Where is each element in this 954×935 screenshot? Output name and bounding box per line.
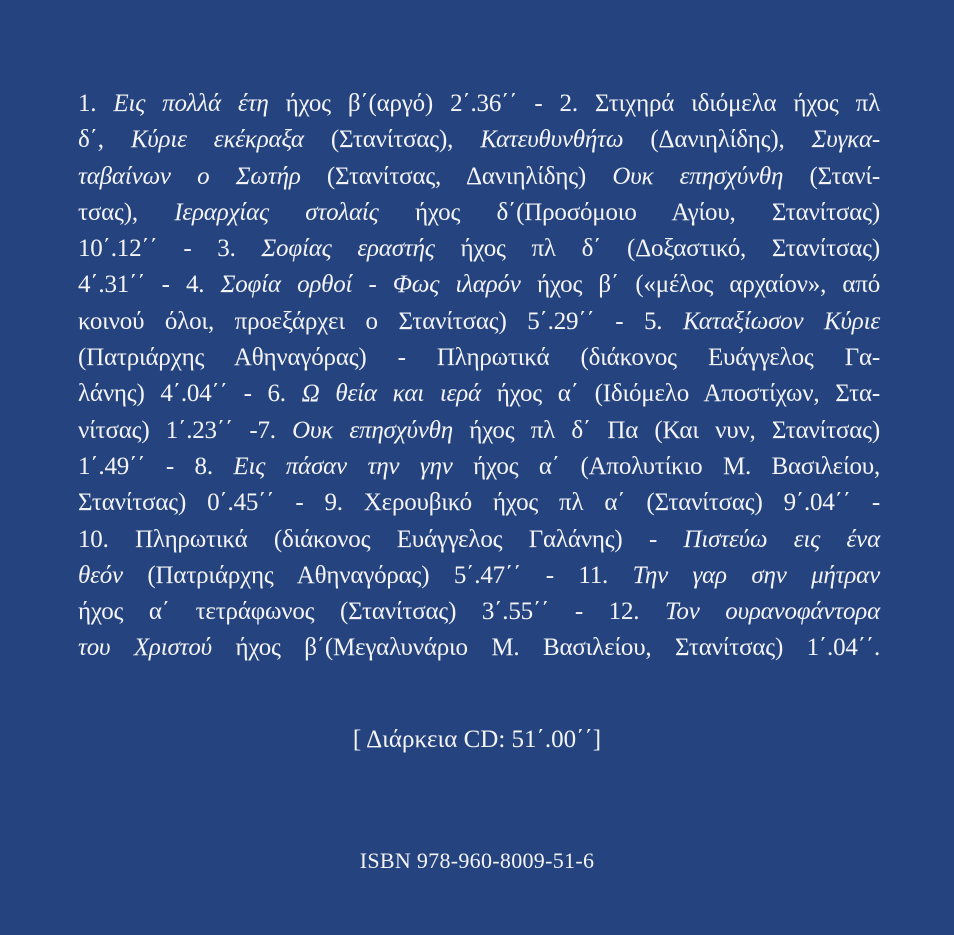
track-title: Εις πολλά έτη (113, 90, 269, 117)
track-info: (Δανιηλίδης), (623, 126, 812, 154)
track-info: ήχος α΄ (Ιδιόμελο Αποστίχων, Στα- (480, 380, 881, 408)
isbn-number: ISBN 978-960-8009-51-6 (359, 848, 595, 873)
track-list-line (78, 304, 880, 340)
track-info: (Πατριάρχης Αθηναγόρας) - Πληρωτικά (διάκονος Ευάγγελος Γα- (78, 344, 880, 372)
track-list-line (78, 122, 880, 158)
track-info: (Στανίτσας), (303, 126, 481, 154)
track-title: του Χριστού (78, 634, 212, 662)
track-info: ήχος α΄ (Απολυτίκιο Μ. Βασιλείου, (452, 452, 881, 480)
track-list-line (78, 159, 880, 195)
track-info: (Στανί- (783, 162, 881, 190)
track-info: (Πατριάρχης Αθηναγόρας) 5΄.47΄΄ - 11. (122, 561, 633, 589)
track-info: νίτσας) 1΄.23΄΄ -7. (78, 416, 293, 444)
track-title: Συγκα- (811, 126, 881, 154)
track-list-line (78, 376, 880, 412)
track-info: Στανίτσας) 0΄.45΄΄ - 9. Χερουβικό ήχος πλ α΄ (Στανίτσας) 9΄.04΄΄ - (78, 489, 880, 517)
track-info: 4΄.31΄΄ - 4. (78, 271, 221, 299)
track-info: ήχος δ΄(Προσόμοιο Αγίου, Στανίτσας) (378, 198, 880, 226)
track-title: Ουκ επησχύνθη (612, 162, 784, 190)
track-title: Κύριε εκέκραξα (130, 126, 304, 154)
track-list-line (78, 485, 880, 521)
track-title: θεόν (78, 561, 123, 589)
track-info: 1. (78, 90, 114, 117)
track-title: Ω θεία και ιερά (301, 380, 481, 408)
track-info: ήχος πλ δ΄ (Δοξαστικό, Στανίτσας) (434, 235, 880, 263)
track-title: Εις πάσαν την γην (233, 452, 453, 480)
track-title: Σοφία ορθοί - Φως ιλαρόν (220, 271, 521, 299)
cd-duration: [ Διάρκεια CD: 51΄.00΄΄] (352, 726, 602, 753)
track-list-line (78, 522, 880, 558)
track-title: Πιστεύω εις ένα (683, 525, 881, 553)
track-list-line (78, 413, 880, 449)
track-list-line (78, 231, 880, 267)
track-title: Καταξίωσον Κύριε (683, 307, 880, 335)
track-info: τσας), (78, 198, 175, 226)
track-info: ήχος α΄ τετράφωνος (Στανίτσας) 3΄.55΄΄ - 12. (78, 598, 665, 626)
track-info: ήχος β΄(αργό) 2΄.36΄΄ - 2. Στιχηρά ιδιόμελα ήχος πλ (268, 90, 880, 117)
track-title: Τον ουρανοφάντορα (664, 598, 880, 626)
track-list-line (78, 558, 880, 594)
track-info: ήχος β΄ («μέλος αρχαίον», από (520, 271, 880, 299)
track-list-line (78, 630, 880, 666)
track-list-line (78, 449, 880, 485)
track-list-line (78, 195, 880, 231)
track-info: ήχος β΄(Μεγαλυνάριο Μ. Βασιλείου, Στανίτσας) 1΄.04΄΄. (211, 634, 880, 662)
track-title: ταβαίνων ο Σωτήρ (78, 162, 301, 190)
track-info: λάνης) 4΄.04΄΄ - 6. (78, 380, 302, 408)
track-info: ήχος πλ δ΄ Πα (Και νυν, Στανίτσας) (452, 416, 880, 444)
track-info: 10΄.12΄΄ - 3. (78, 235, 262, 263)
track-info: δ΄, (78, 126, 131, 154)
track-info: (Στανίτσας, Δανιηλίδης) (300, 162, 613, 190)
track-list-line (78, 86, 880, 122)
track-title: Ιεραρχίας στολαίς (174, 198, 379, 226)
track-info: κοινού όλοι, προεξάρχει ο Στανίτσας) 5΄.29΄΄ - 5. (78, 307, 684, 335)
track-title: Σοφίας εραστής (261, 235, 435, 263)
track-info: 10. Πληρωτικά (διάκονος Ευάγγελος Γαλάνης) - (78, 525, 684, 553)
track-title: Την γαρ σην μήτραν (632, 561, 881, 589)
track-list-line (78, 267, 880, 303)
track-title: Κατευθυνθήτω (480, 126, 624, 154)
track-title: Ουκ επησχύνθη (292, 416, 453, 444)
track-list-line (78, 594, 880, 630)
track-info: 1΄.49΄΄ - 8. (78, 452, 234, 480)
track-list-line (78, 340, 880, 376)
track-list (78, 86, 880, 667)
